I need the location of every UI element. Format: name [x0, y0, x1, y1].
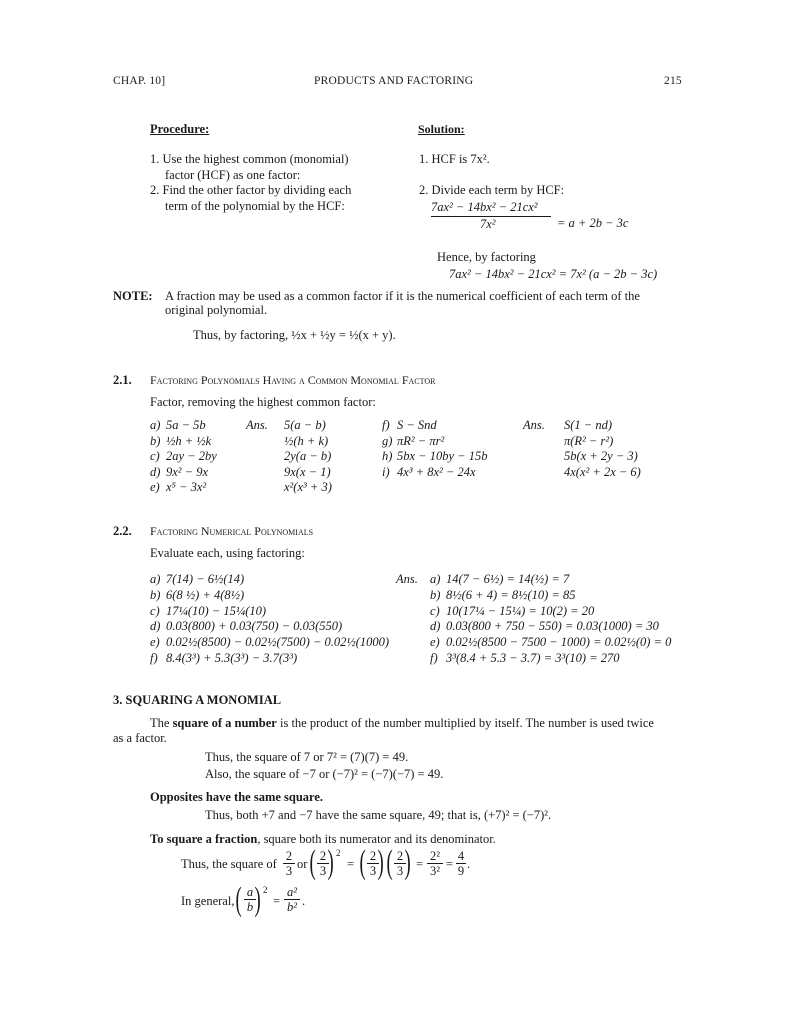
evaluate-problem-problem: 0.02½(8500) − 0.02½(7500) − 0.02½(1000): [166, 635, 390, 650]
factor-item-label: b): [150, 433, 161, 448]
factor-item-answer: S(1 − nd): [564, 418, 613, 432]
procedure-step-2a: 2. Find the other factor by dividing each: [150, 183, 352, 197]
evaluate-answer-problem: 14(7 − 6½) = 14(½) = 7: [446, 572, 570, 586]
procedure-step-1a: 1. Use the highest common (monomial): [150, 152, 349, 166]
fraction-four-ninths: [456, 849, 466, 878]
thus-square-of-label: Thus, the square of: [181, 857, 277, 871]
fraction-rule-text: , square both its numerator and its denominator.: [257, 832, 496, 846]
factor-item-problem: S − Snd: [397, 418, 437, 432]
left-paren: (: [359, 844, 366, 881]
right-paren: ): [404, 844, 411, 881]
section-2-1-ans-label-left: Ans.: [246, 418, 268, 432]
factor-item-label: e): [150, 480, 160, 494]
section-3-paragraph: [150, 716, 654, 731]
factor-item-answer: 4x(x² + 2x − 6): [564, 464, 641, 479]
evaluate-answer-label: b): [430, 587, 441, 602]
section-2-2-number: 2.2.: [113, 524, 132, 538]
evaluate-answer-problem: 3³(8.4 + 5.3 − 3.7) = 3³(10) = 270: [446, 651, 620, 665]
factor-item-problem: 2ay − 2by: [166, 449, 217, 463]
period: .: [467, 857, 471, 871]
evaluate-answer-problem: 0.03(800 + 750 − 550) = 0.03(1000) = 30: [446, 619, 659, 634]
left-paren: (: [386, 844, 393, 881]
section-2-1-title: Factoring Polynomials Having a Common Monomial Factor: [150, 373, 436, 387]
fraction-denominator: 9: [457, 864, 465, 878]
fraction-numerator: 2: [319, 849, 327, 863]
fraction-numerator: 2: [396, 849, 404, 863]
evaluate-answer-label: a): [430, 572, 441, 586]
evaluate-problem-label: f): [150, 651, 158, 665]
square-example-2: Also, the square of −7 or (−7)² = (−7)(−7) = 49.: [205, 767, 444, 781]
evaluate-problem-problem: 8.4(3³) + 5.3(3³) − 3.7(3³): [166, 651, 298, 665]
fraction-numerator: 2²: [430, 849, 440, 863]
evaluate-answer-label: c): [430, 603, 440, 618]
section-2-2-ans-label: Ans.: [396, 572, 418, 586]
right-paren: ): [254, 881, 261, 918]
left-paren: (: [309, 844, 316, 881]
left-paren: (: [235, 881, 242, 918]
section-2-1-number: 2.1.: [113, 373, 132, 387]
fraction-a2-over-b2: [284, 885, 300, 914]
or-label: or: [297, 857, 308, 871]
equals-sign: =: [347, 857, 355, 871]
fraction-two-thirds: [283, 849, 295, 878]
section-3-paragraph-line-2: as a factor.: [113, 731, 167, 745]
procedure-heading: Procedure:: [150, 122, 210, 136]
factor-item-problem: x⁵ − 3x²: [166, 480, 207, 494]
division-denominator: 7x²: [480, 217, 496, 231]
solution-step-1: 1. HCF is 7x².: [419, 152, 490, 166]
fraction-numerator: 2: [285, 849, 293, 863]
evaluate-answer-problem: 0.02½(8500 − 7500 − 1000) = 0.02½(0) = 0: [446, 635, 672, 650]
note-label: NOTE:: [113, 289, 153, 303]
evaluate-answer-label: f): [430, 651, 438, 665]
equals-sign: =: [446, 857, 454, 871]
section-2-1-instruction: Factor, removing the highest common factor:: [150, 395, 376, 409]
evaluate-problem-label: d): [150, 619, 161, 634]
factor-item-label: d): [150, 464, 161, 479]
evaluate-answer-label: e): [430, 635, 440, 650]
factor-item-problem: 4x³ + 8x² − 24x: [397, 464, 476, 479]
para-bold: square of a number: [172, 716, 277, 730]
factor-item-problem: ½h + ½k: [166, 433, 212, 448]
fraction-squared: [427, 849, 443, 878]
evaluate-problem-label: a): [150, 572, 161, 586]
factor-item-problem: 5bx − 10by − 15b: [397, 449, 488, 463]
evaluate-answer-label: d): [430, 619, 441, 634]
evaluate-problem-label: e): [150, 635, 160, 650]
section-2-2-title: Factoring Numerical Polynomials: [150, 524, 314, 538]
right-paren: ): [377, 844, 384, 881]
exponent-2: 2: [336, 848, 341, 858]
factor-item-problem: 5a − 5b: [166, 418, 206, 432]
equals-sign: =: [416, 857, 424, 871]
opposites-text: Thus, both +7 and −7 have the same square, 49; that is, (+7)² = (−7)².: [205, 808, 552, 822]
note-example: Thus, by factoring, ½x + ½y = ½(x + y).: [193, 328, 396, 342]
fraction-denominator: b: [244, 899, 256, 914]
factor-item-answer: π(R² − r²): [564, 433, 614, 448]
factor-item-label: i): [382, 464, 390, 479]
section-2-2-instruction: Evaluate each, using factoring:: [150, 546, 305, 560]
evaluate-problem-problem: 7(14) − 6½(14): [166, 572, 245, 586]
fraction-denominator: 3: [317, 863, 329, 878]
evaluate-problem-problem: 0.03(800) + 0.03(750) − 0.03(550): [166, 619, 343, 634]
evaluate-problem-problem: 17¼(10) − 15¼(10): [166, 603, 267, 618]
period: .: [302, 894, 306, 908]
exponent-2: 2: [263, 885, 268, 895]
page-number: 215: [664, 75, 682, 87]
solution-heading: Solution:: [418, 122, 465, 136]
fraction-denominator: b²: [284, 899, 300, 914]
para-pre: The: [150, 716, 173, 730]
evaluate-problem-label: c): [150, 603, 160, 618]
section-3-heading: 3. SQUARING A MONOMIAL: [113, 693, 282, 707]
equals-sign: =: [273, 894, 281, 908]
fraction-denominator: 3: [394, 863, 406, 878]
factor-item-label: c): [150, 449, 160, 463]
factor-item-label: g): [382, 433, 393, 448]
fraction-rule-bold: To square a fraction: [150, 832, 258, 846]
right-paren: ): [327, 844, 334, 881]
factor-item-label: a): [150, 418, 161, 432]
opposites-heading: Opposites have the same square.: [150, 790, 324, 804]
note-line-2: original polynomial.: [165, 303, 268, 317]
fraction-numerator: 4: [457, 849, 465, 863]
factor-item-problem: πR² − πr²: [397, 433, 445, 448]
note-line-1: A fraction may be used as a common factor if it is the numerical coefficient of each term of the: [165, 289, 640, 303]
in-general-label: In general,: [181, 894, 235, 908]
procedure-step-1b: factor (HCF) as one factor:: [165, 168, 301, 182]
running-title: PRODUCTS AND FACTORING: [314, 75, 474, 87]
evaluate-answer-problem: 8½(6 + 4) = 8½(10) = 85: [446, 587, 576, 602]
square-example-1: Thus, the square of 7 or 7² = (7)(7) = 49.: [205, 750, 409, 764]
factor-item-answer: 2y(a − b): [284, 449, 332, 463]
fraction-numerator: a: [246, 885, 254, 899]
section-2-1-ans-label-right: Ans.: [523, 418, 545, 432]
factor-item-answer: ½(h + k): [284, 433, 329, 448]
evaluate-problem-problem: 6(8 ½) + 4(8½): [166, 587, 245, 602]
division-quotient: = a + 2b − 3c: [557, 216, 629, 230]
factor-item-label: f): [382, 418, 390, 432]
hence-text: Hence, by factoring: [437, 250, 536, 264]
factor-item-problem: 9x² − 9x: [166, 464, 209, 479]
solution-step-2: 2. Divide each term by HCF:: [419, 183, 565, 197]
factor-item-answer: 5b(x + 2y − 3): [564, 449, 638, 463]
factor-item-answer: 9x(x − 1): [284, 464, 331, 479]
fraction-rule: [150, 832, 496, 847]
evaluate-problem-label: b): [150, 587, 161, 602]
factor-item-answer: 5(a − b): [284, 418, 326, 432]
factor-item-answer: x²(x³ + 3): [284, 480, 332, 494]
chapter-label: CHAP. 10]: [113, 75, 166, 87]
factoring-result: 7ax² − 14bx² − 21cx² = 7x² (a − 2b − 3c): [449, 267, 658, 281]
factor-item-label: h): [382, 449, 393, 463]
evaluate-answer-problem: 10(17¼ − 15¼) = 10(2) = 20: [446, 603, 595, 618]
procedure-step-2b: term of the polynomial by the HCF:: [165, 199, 345, 213]
fraction-numerator: 2: [369, 849, 377, 863]
division-numerator: 7ax² − 14bx² − 21cx²: [431, 200, 538, 214]
fraction-denominator: 3: [283, 863, 295, 878]
fraction-denominator: 3²: [427, 863, 443, 878]
fraction-denominator: 3: [367, 863, 379, 878]
fraction-numerator: a²: [287, 885, 297, 899]
para-post: is the product of the number multiplied by itself. The number is used twice: [276, 716, 654, 730]
